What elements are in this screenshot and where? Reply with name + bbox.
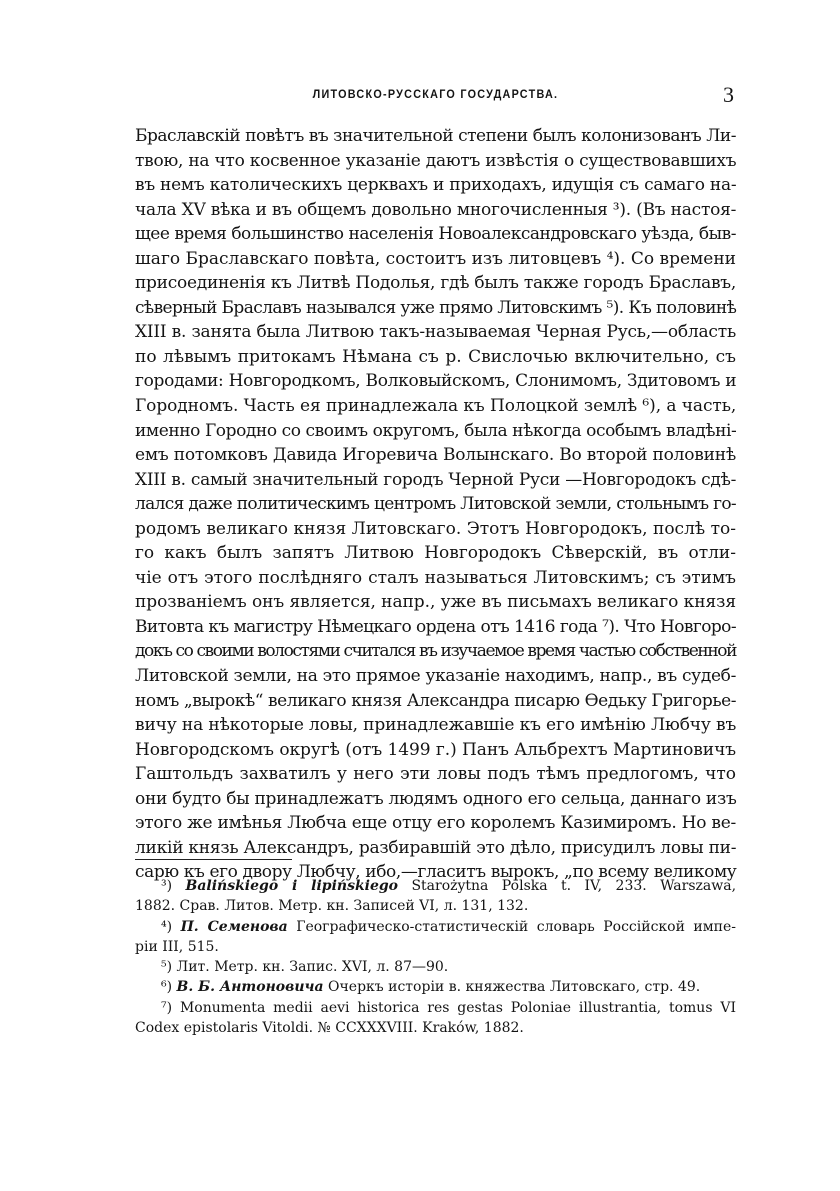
text-line: вичу на нѣкоторые ловы, принадлежавшіе къ его имѣнію Любчу въ	[135, 715, 737, 736]
footnote-author: В. Б. Антоновича	[176, 979, 324, 996]
footnote-line	[135, 917, 736, 937]
page-header	[135, 83, 736, 109]
text-line: XIII в. занята была Литвою такъ-называемая Черная Русь,—область	[135, 322, 736, 343]
footnotes	[135, 876, 736, 1038]
footnote-line	[135, 957, 736, 977]
text-line: Гаштольдъ захватилъ у него эти ловы подъ тѣмъ предлогомъ, что	[135, 764, 736, 785]
footnote-mark: ³)	[161, 878, 186, 894]
text-line: этого же имѣнья Любча еще отцу его королемъ Казимиромъ. Но ве-	[135, 813, 736, 834]
footnote-line	[135, 937, 736, 957]
footnote-author: П. Семенова	[180, 918, 288, 935]
text-line: щее время большинство населенія Новоалександровскаго уѣзда, быв-	[135, 224, 736, 245]
text-line: сарю къ его двору Любчу, ибо,—гласитъ вырокъ, „по всему великому	[135, 862, 737, 883]
text-line: именно Городно со своимъ округомъ, была нѣкогда особымъ владѣні-	[135, 420, 737, 441]
text-line: Городномъ. Часть ея принадлежала къ Полоцкой землѣ ⁶), а часть,	[135, 396, 737, 417]
footnote-mark: ⁷)	[161, 999, 180, 1016]
footnote-mark: ⁴)	[161, 918, 181, 935]
footnote-text: Starożytna Polska t. IV, 233. Warszawa,	[411, 878, 737, 894]
footnote-text: Лит. Метр. кн. Запис. XVI, л. 87—90.	[176, 959, 449, 976]
footnote-text: 1882. Срав. Литов. Метр. кн. Записей VI, л. 131, 132.	[135, 898, 529, 915]
text-line: въ немъ католическихъ церквахъ и приходахъ, идущія съ самаго на-	[135, 175, 737, 196]
footnote-line	[135, 896, 736, 916]
footnote-line	[135, 977, 736, 997]
text-line: Литовской земли, на это прямое указаніе находимъ, напр., въ судеб-	[135, 666, 736, 687]
text-line: XIII в. самый значительный городъ Черной Руси —Новгородокъ сдѣ-	[135, 469, 737, 490]
footnote-line	[135, 876, 736, 896]
text-line: Новгородскомъ округѣ (отъ 1499 г.) Панъ Альбрехтъ Мартиновичъ	[135, 739, 736, 760]
running-title: ЛИТОВСКО-РУССКАГО ГОСУДАРСТВА.	[312, 87, 559, 101]
text-line: номъ „вырокѣ“ великаго князя Александра писарю Өедьку Григорье-	[135, 690, 737, 711]
text-line: лался даже политическимъ центромъ Литовской земли, стольнымъ го-	[135, 494, 736, 515]
footnote-text: Codex epistolaris Vitoldi. № CCXXXVIII. Kraków, 1882.	[135, 1020, 524, 1037]
text-line: по лѣвымъ притокамъ Нѣмана съ р. Свислочью включительно, съ	[135, 346, 736, 367]
text-line: шаго Браславскаго повѣта, состоитъ изъ литовцевъ ⁴). Со времени	[135, 248, 736, 269]
footnote-separator	[135, 859, 292, 860]
text-line: емъ потомковъ Давида Игоревича Волынскаго. Во второй половинѣ	[135, 445, 736, 466]
text-line: они будто бы принадлежатъ людямъ одного его сельца, даннаго изъ	[135, 788, 737, 809]
text-line: прозваніемъ онъ является, напр., уже въ письмахъ великаго князя	[135, 592, 736, 613]
footnote-text: Monumenta medii aevi historica res gestas Poloniae illustrantia, tomus VI	[179, 999, 737, 1016]
footnote-text: ріи III, 515.	[135, 938, 219, 955]
footnote-line	[135, 998, 736, 1018]
text-line: сѣверный Браславъ назывался уже прямо Литовскимъ ⁵). Къ половинѣ	[135, 297, 737, 318]
text-line: чала XV вѣка и въ общемъ довольно многочисленныя ³). (Въ настоя-	[135, 199, 737, 220]
footnote-author: Balińskiego i lipińskiego	[185, 878, 399, 894]
text-line: родомъ великаго князя Литовскаго. Этотъ Новгородокъ, послѣ то-	[135, 518, 736, 539]
text-line: го какъ былъ запятъ Литвою Новгородокъ Сѣверскій, въ отли-	[135, 543, 736, 564]
text-line: Браславскій повѣтъ въ значительной степени былъ колонизованъ Ли-	[135, 126, 736, 146]
footnote-mark: ⁶)	[161, 979, 177, 996]
text-line: ликій князь Александръ, разбиравшій это дѣло, присудилъ ловы пи-	[135, 837, 737, 858]
footnote-text: Географическо-статистическій словарь Россійской импе-	[296, 918, 736, 935]
page-number: 3	[723, 82, 734, 107]
text-line: городами: Новгородкомъ, Волковыйскомъ, Слонимомъ, Здитовомъ и	[135, 371, 737, 392]
footnote-line	[135, 1018, 736, 1038]
body-text	[135, 124, 736, 885]
text-line: Витовта къ магистру Нѣмецкаго ордена отъ 1416 года ⁷). Что Новгоро-	[135, 616, 736, 637]
text-line: присоединенія къ Литвѣ Подолья, гдѣ былъ также городъ Браславъ,	[135, 273, 736, 294]
text-line: твою, на что косвенное указаніе даютъ извѣстія о существовавшихъ	[135, 150, 737, 171]
footnote-mark: ⁵)	[161, 959, 177, 976]
text-line: чіе отъ этого послѣдняго сталъ называться Литовскимъ; съ этимъ	[135, 567, 736, 588]
footnote-text: Очеркъ исторіи в. княжества Литовскаго, стр. 49.	[328, 979, 701, 996]
text-line: докъ со своими волостями считался въ изучаемое время частью собственной	[135, 641, 737, 662]
